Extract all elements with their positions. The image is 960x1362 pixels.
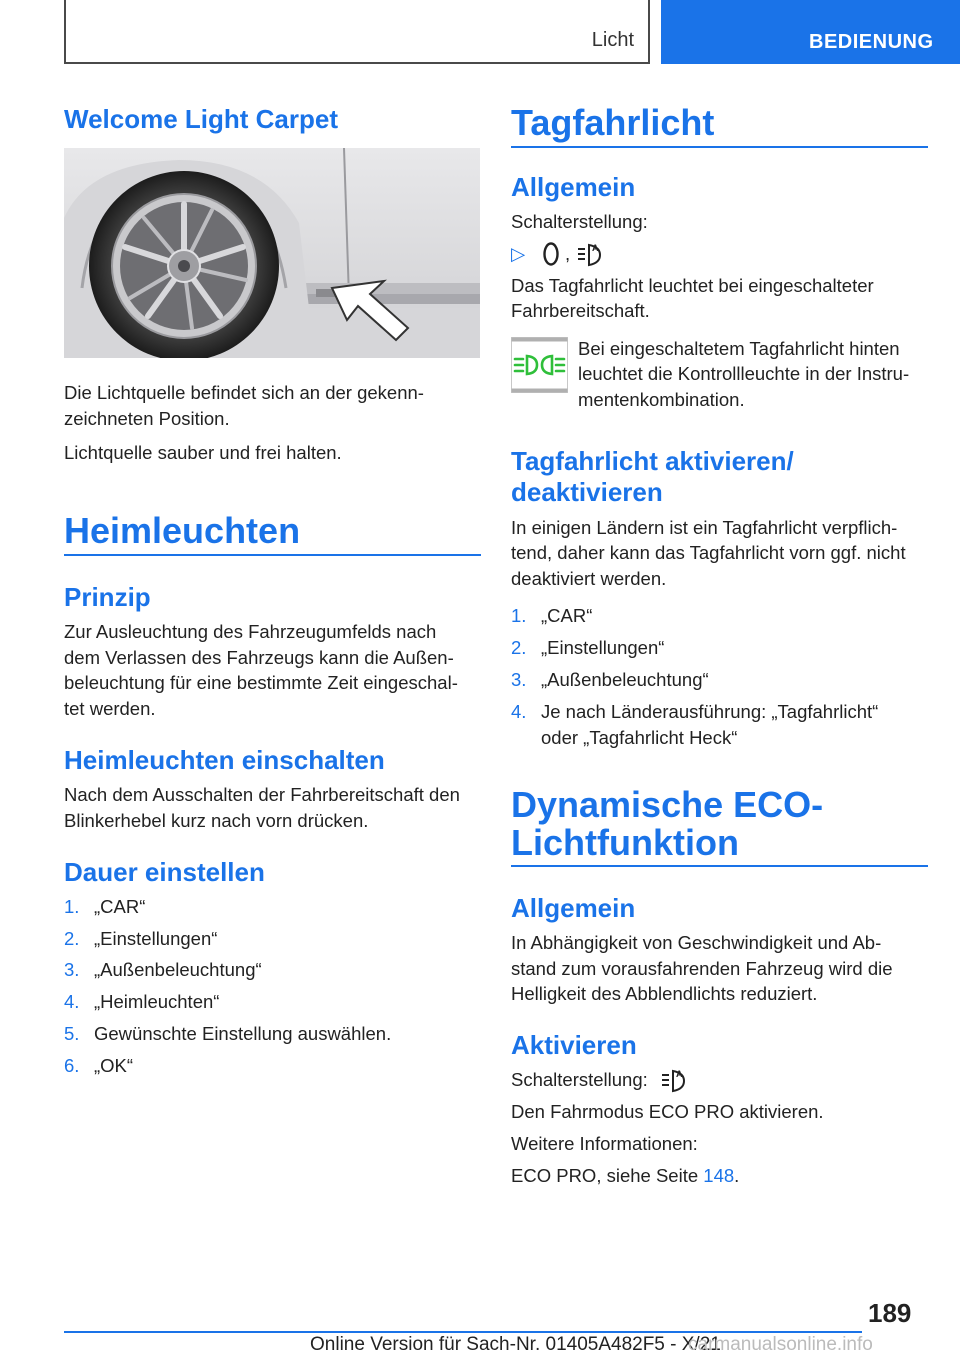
tagfahr-line: Fahrbereitschaft. bbox=[511, 300, 650, 321]
indicator-line: Bei eingeschaltetem Tagfahrlicht hinten bbox=[578, 338, 900, 359]
eco-pro-text: ECO PRO, siehe Seite bbox=[511, 1165, 704, 1186]
einschalten-line: Nach dem Ausschalten der Fahrbereitschaft den bbox=[64, 784, 460, 805]
page-number: 189 bbox=[868, 1298, 912, 1328]
step-text: Je nach Länderausführung: „Tagfahrlicht“ bbox=[541, 701, 879, 722]
eco-line: stand zum vorausfahrenden Fahrzeug wird die bbox=[511, 958, 893, 979]
aktivieren-deaktivieren-title: Tagfahrlicht aktivieren/ bbox=[511, 446, 794, 476]
step-text: „Einstellungen“ bbox=[541, 637, 665, 658]
aktivieren-schalter-label: Schalterstellung: bbox=[511, 1069, 648, 1090]
step-number: 2. bbox=[511, 637, 527, 658]
watermark: carmanualsonline.info bbox=[688, 1334, 873, 1355]
bullet: ▷ bbox=[511, 243, 526, 264]
footer-rule bbox=[64, 1331, 862, 1333]
aktiv-line: tend, daher kann das Tagfahrlicht vorn ggf. nicht bbox=[511, 542, 906, 563]
tagfahr-line: Das Tagfahrlicht leuchtet bei eingeschalteter bbox=[511, 275, 874, 296]
chapter-tab[interactable] bbox=[661, 0, 960, 64]
eco-rule bbox=[511, 865, 928, 867]
aktivieren-title: Aktivieren bbox=[511, 1030, 637, 1060]
chapter-label: BEDIENUNG bbox=[809, 31, 934, 53]
weitere-info: Weitere Informationen: bbox=[511, 1133, 698, 1154]
welcome-note: Lichtquelle sauber und frei halten. bbox=[64, 442, 342, 463]
footer-online-version: Online Version für Sach-Nr. 01405A482F5 - X/21 bbox=[310, 1334, 721, 1355]
svg-text:A: A bbox=[676, 1069, 683, 1079]
page-link[interactable]: 148 bbox=[703, 1165, 735, 1186]
heimleuchten-title: Heimleuchten bbox=[64, 510, 301, 551]
step-number: 1. bbox=[64, 896, 80, 917]
welcome-caption-1: Die Lichtquelle befindet sich an der gekenn- bbox=[64, 382, 424, 403]
step-number: 1. bbox=[511, 605, 527, 626]
allgemein-title: Allgemein bbox=[511, 172, 636, 202]
eco-allgemein-title: Allgemein bbox=[511, 893, 636, 923]
step-text: Gewünschte Einstellung auswählen. bbox=[94, 1023, 392, 1044]
heimleuchten-rule bbox=[64, 554, 481, 556]
daytime-light-indicator-icon bbox=[511, 337, 568, 393]
welcome-caption-2: zeichneten Position. bbox=[64, 408, 230, 429]
step-number: 3. bbox=[511, 669, 527, 690]
step-number: 3. bbox=[64, 959, 80, 980]
prinzip-line: beleuchtung für eine bestimmte Zeit eingeschal- bbox=[64, 672, 458, 693]
indicator-line: leuchtet die Kontrollleuchte in der Instru- bbox=[578, 363, 910, 384]
eco-title: Dynamische ECO- bbox=[511, 784, 824, 825]
car-wheel-illustration bbox=[64, 148, 480, 358]
header-box bbox=[64, 0, 650, 64]
step-text: „Außenbeleuchtung“ bbox=[541, 669, 709, 690]
step-text: „Einstellungen“ bbox=[94, 928, 218, 949]
welcome-light-title: Welcome Light Carpet bbox=[64, 104, 339, 134]
prinzip-line: Zur Ausleuchtung des Fahrzeugumfelds nach bbox=[64, 621, 437, 642]
prinzip-line: tet werden. bbox=[64, 698, 156, 719]
step-text: „CAR“ bbox=[541, 605, 593, 626]
prinzip-line: dem Verlassen des Fahrzeugs kann die Außen- bbox=[64, 647, 454, 668]
step-text: „Außenbeleuchtung“ bbox=[94, 959, 262, 980]
step-number: 4. bbox=[64, 991, 80, 1012]
step-text: „Heimleuchten“ bbox=[94, 991, 220, 1012]
aktiv-line: In einigen Ländern ist ein Tagfahrlicht verpflich- bbox=[511, 517, 898, 538]
schalter-label: Schalterstellung: bbox=[511, 211, 648, 232]
step-number: 2. bbox=[64, 928, 80, 949]
section-label: Licht bbox=[591, 29, 634, 51]
eco-line: Helligkeit des Abblendlichts reduziert. bbox=[511, 983, 818, 1004]
eco-title: Lichtfunktion bbox=[511, 822, 739, 863]
comma: , bbox=[565, 243, 571, 264]
wheel-photo bbox=[64, 148, 480, 358]
aktivieren-deaktivieren-title: deaktivieren bbox=[511, 477, 663, 507]
dauer-title: Dauer einstellen bbox=[64, 857, 265, 887]
step-text-continued: oder „Tagfahrlicht Heck“ bbox=[541, 727, 738, 748]
einschalten-line: Blinkerhebel kurz nach vorn drücken. bbox=[64, 810, 369, 831]
auto-light-switch-icon bbox=[660, 1067, 688, 1093]
einschalten-title: Heimleuchten einschalten bbox=[64, 745, 385, 775]
step-text: „CAR“ bbox=[94, 896, 146, 917]
aktivieren-line: Den Fahrmodus ECO PRO aktivieren. bbox=[511, 1101, 824, 1122]
tagfahrlicht-title: Tagfahrlicht bbox=[511, 102, 715, 143]
period: . bbox=[734, 1165, 740, 1186]
step-number: 4. bbox=[511, 701, 527, 722]
step-text: „OK“ bbox=[94, 1055, 134, 1076]
tagfahrlicht-rule bbox=[511, 146, 928, 148]
step-number: 6. bbox=[64, 1055, 80, 1076]
indicator-line: mentenkombination. bbox=[578, 389, 745, 410]
svg-text:A: A bbox=[592, 243, 599, 253]
prinzip-title: Prinzip bbox=[64, 582, 151, 612]
aktiv-line: deaktiviert werden. bbox=[511, 568, 667, 589]
step-number: 5. bbox=[64, 1023, 80, 1044]
eco-line: In Abhängigkeit von Geschwindigkeit und Ab- bbox=[511, 932, 882, 953]
light-off-switch-icon bbox=[542, 241, 560, 267]
auto-light-switch-icon bbox=[576, 241, 604, 267]
eco-pro-reference bbox=[511, 1163, 739, 1189]
